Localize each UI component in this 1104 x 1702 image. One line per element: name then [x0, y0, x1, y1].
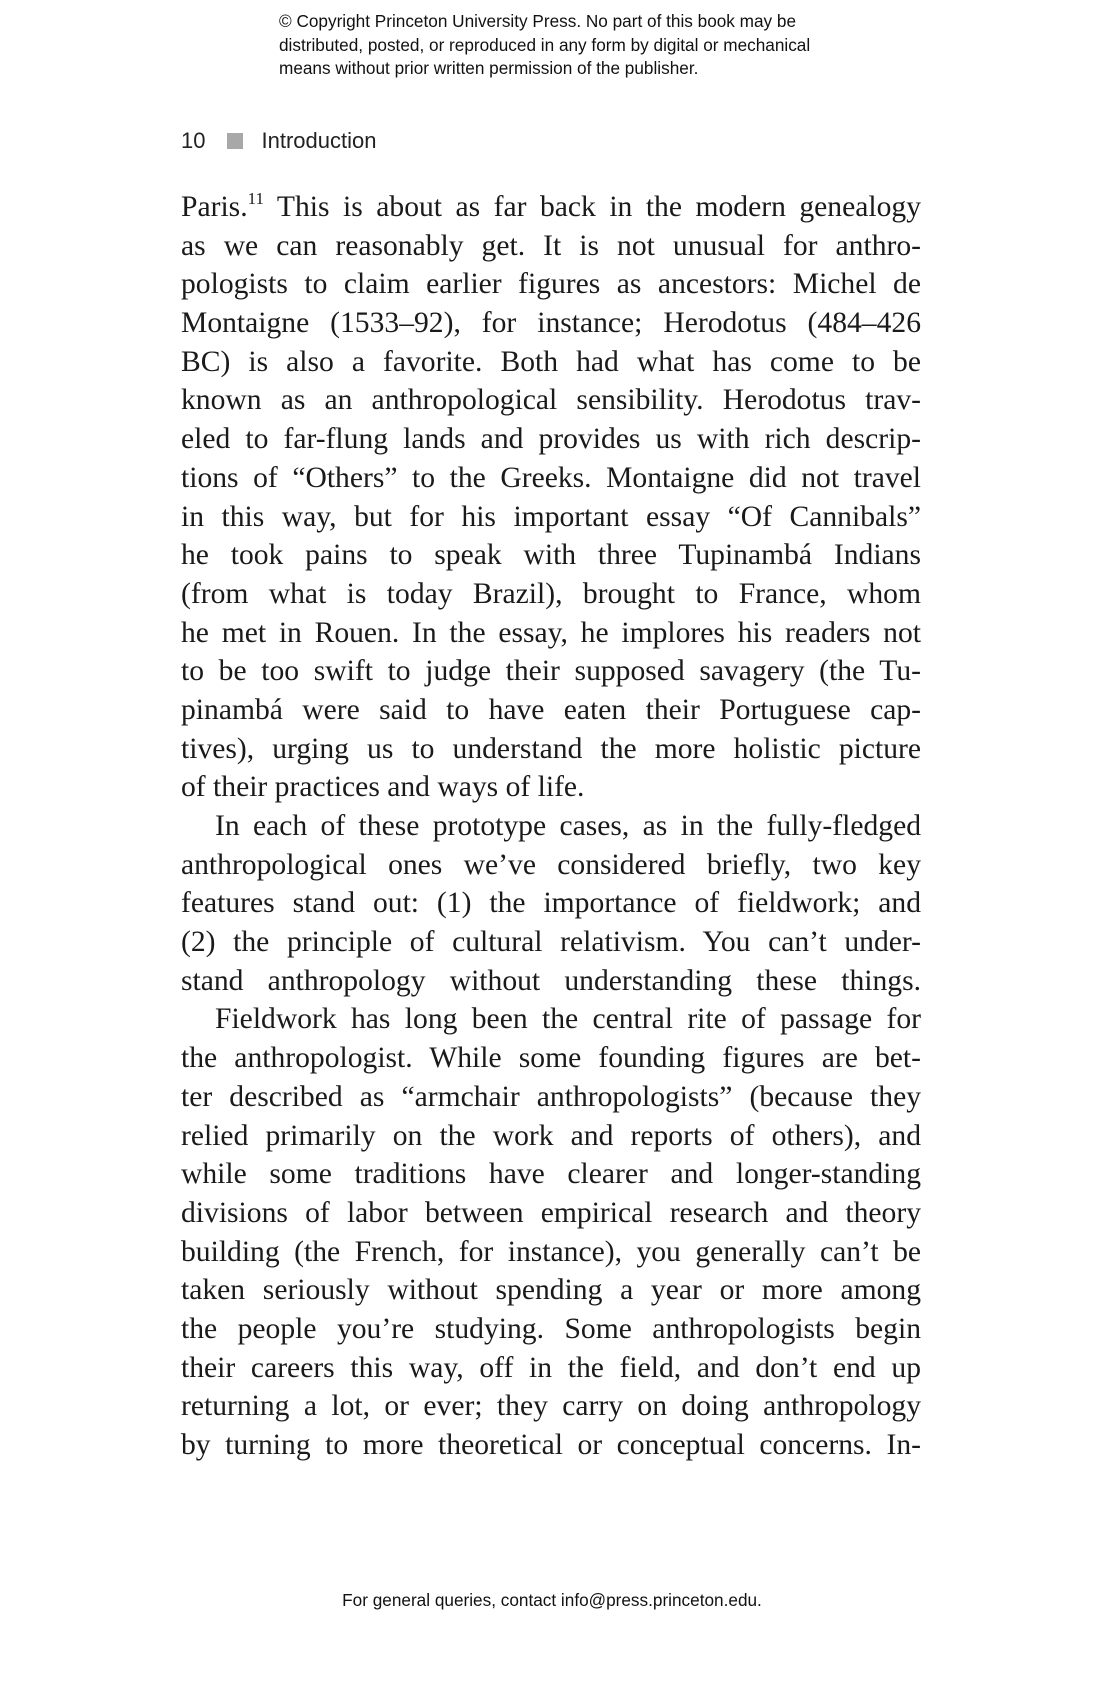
text-line: returning a lot, or ever; they carry on doing anthropology [181, 1390, 921, 1423]
text-line: in this way, but for his important essay “Of Cannibals” [181, 500, 921, 533]
text-line: pologists to claim earlier figures as ancestors: Michel de [181, 268, 921, 301]
text-line: tions of “Others” to the Greeks. Montaigne did not travel [181, 461, 921, 494]
text-line: tives), urging us to understand the more holistic picture [181, 732, 921, 765]
text-line: divisions of labor between empirical research and theory [181, 1196, 921, 1229]
text-line: by turning to more theoretical or conceptual concerns. In- [181, 1429, 921, 1461]
text-line: their careers this way, off in the field, and don’t end up [181, 1351, 921, 1384]
copyright-notice [279, 10, 919, 81]
text-line: the people you’re studying. Some anthropologists begin [181, 1312, 921, 1345]
copyright-line: distributed, posted, or reproduced in any form by digital or mechanical [279, 34, 811, 55]
text-line: taken seriously without spending a year or more among [181, 1274, 921, 1307]
text-line: the anthropologist. While some founding figures are bet- [181, 1042, 921, 1075]
text-line: relied primarily on the work and reports of others), and [181, 1119, 921, 1152]
text-fragment: This is about as far back in the modern genealogy [263, 191, 921, 223]
section-title: Introduction [261, 128, 377, 153]
text-line: Fieldwork has long been the central rite of passage for [215, 1003, 921, 1036]
text-line: he took pains to speak with three Tupinambá Indians [181, 539, 921, 572]
text-line: (2) the principle of cultural relativism. You can’t under- [181, 926, 921, 959]
text-line: of their practices and ways of life. [181, 771, 585, 804]
text-line: stand anthropology without understanding these things. [181, 964, 921, 997]
text-line: as we can reasonably get. It is not unusual for anthro- [181, 229, 921, 262]
text-line: ter described as “armchair anthropologists” (because they [181, 1080, 921, 1113]
footer-contact: For general queries, contact info@press.princeton.edu. [342, 1590, 762, 1610]
text-line: Montaigne (1533–92), for instance; Herodotus (484–426 [181, 307, 921, 340]
copyright-line: © Copyright Princeton University Press. No part of this book may be [279, 11, 797, 31]
copyright-line: means without prior written permission of the publisher. [279, 58, 699, 78]
text-line: features stand out: (1) the importance of fieldwork; and [181, 887, 921, 920]
text-line: he met in Rouen. In the essay, he implores his readers not [181, 616, 921, 649]
footnote-reference[interactable]: 11 [247, 189, 264, 208]
text-line [181, 188, 921, 227]
text-line: (from what is today Brazil), brought to France, whom [181, 577, 921, 610]
running-head [181, 127, 376, 155]
text-fragment: Paris. [181, 191, 248, 223]
text-line: while some traditions have clearer and longer-standing [181, 1158, 921, 1191]
text-line: known as an anthropological sensibility. Herodotus trav- [181, 384, 921, 417]
text-line: to be too swift to judge their supposed savagery (the Tu- [181, 655, 921, 688]
text-line: building (the French, for instance), you generally can’t be [181, 1235, 921, 1268]
text-line: BC) is also a favorite. Both had what has come to be [181, 345, 921, 378]
text-line: anthropological ones we’ve considered briefly, two key [181, 848, 921, 881]
page-number: 10 [181, 128, 206, 153]
text-line: In each of these prototype cases, as in the fully-fledged [215, 810, 921, 842]
text-line: pinambá were said to have eaten their Portuguese cap- [181, 693, 921, 726]
square-bullet-icon [227, 133, 243, 149]
text-line: eled to far-flung lands and provides us with rich descrip- [181, 423, 921, 456]
body-text [181, 188, 921, 1465]
